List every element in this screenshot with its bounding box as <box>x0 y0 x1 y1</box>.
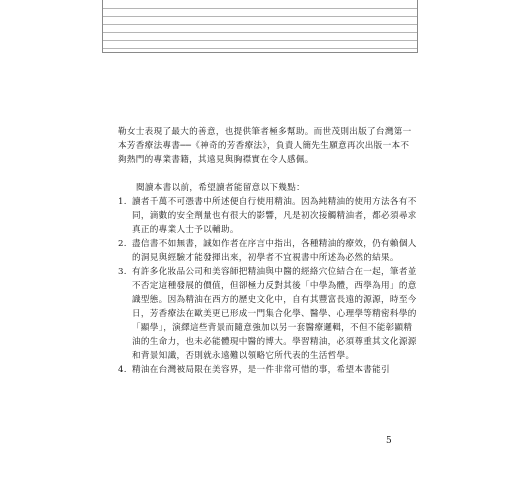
note-number: 3. <box>118 267 127 277</box>
note-text: 盡信書不如無書，誠如作者在序言中指出，各種精油的療效，仍有賴個人的洞見與經驗才能發揮出來，初學者不宜視書中所述為必然的結果。 <box>132 239 417 263</box>
ruled-line <box>103 40 417 41</box>
opening-paragraph: 勒女士表現了最大的善意，也提供筆者極多幫助。而世茂則出版了台灣第一本芳香療法專書──《神奇的芳香療法》，負責人簡先生願意再次出版一本不夠熱門的專業書籍，其遠見與胸襟實在令人感佩。 <box>118 127 412 165</box>
paragraph-gap <box>118 167 418 181</box>
ruled-line <box>103 24 417 25</box>
ruled-line <box>103 16 417 17</box>
note-number: 1. <box>118 197 127 207</box>
note-text: 有許多化妝品公司和美容師把精油與中醫的經絡穴位結合在一起，筆者並不否定這種發展的價值，但卻極力反對其後「中學為體，西學為用」的意識型態。因為精油在西方的歷史文化中，自有其豐富長遠的源源，時至今日，芳香療法在歐美更已形成一門集合化學、醫學、心理學等精密科學的「顯學」，演繹這些背景而隨意強加以另一套醫療邏輯，不但不能彰顯精油的生命力，也未必能體現中醫的博大。學習精油，必須尊重其文化源源和背景知識，否則就永遠難以領略它所代表的生活哲學。 <box>132 267 417 361</box>
note-item <box>118 195 418 237</box>
note-item <box>118 265 418 363</box>
note-number: 4. <box>118 365 127 375</box>
body-text <box>118 125 418 377</box>
note-text: 精油在台灣被局限在美容界，是一件非常可惜的事，希望本書能引 <box>132 365 390 375</box>
notes-list <box>118 195 418 377</box>
intro-line: 閱讀本書以前，希望讀者能留意以下幾點： <box>136 183 305 193</box>
note-number: 2. <box>118 239 127 249</box>
note-text: 讀者千萬不可憑書中所述便自行使用精油。因為純精油的使用方法各有不同，滴數的安全劑量也有很大的影響，凡是初次接觸精油者，都必須尋求真正的專業人士予以輔助。 <box>132 197 417 235</box>
ruled-header-lines <box>102 0 418 60</box>
note-item <box>118 363 418 377</box>
ruled-line <box>103 8 417 9</box>
page-number: 5 <box>386 436 392 446</box>
note-item <box>118 237 418 265</box>
ruled-line <box>103 48 417 49</box>
ruled-line <box>103 32 417 33</box>
